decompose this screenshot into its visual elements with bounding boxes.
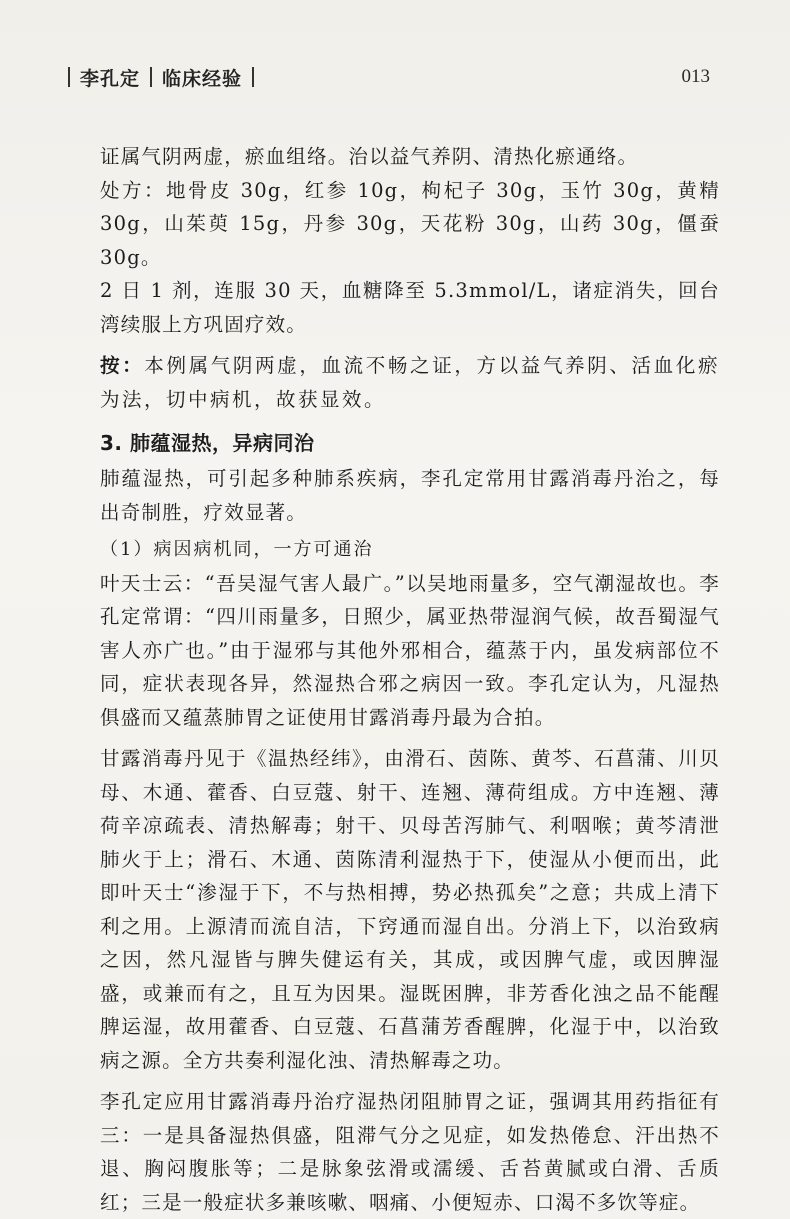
header-divider (68, 67, 70, 87)
subsection-heading: （1）病因病机同，一方可通治 (100, 539, 374, 560)
paragraph-indications: 李孔定应用甘露消毒丹治疗湿热闭阻肺胃之证，强调其用药指征有三：一是具备湿热俱盛，阻滞气分之见症，如发热倦怠、汗出热不退、胸闷腹胀等；二是脉象弦滑或濡缓、舌苔黄腻或白滑、舌质红；三是一般症状多兼咳嗽、咽痛、小便短赤、口渴不多饮等症。 (100, 1090, 720, 1214)
paragraph-diagnosis: 证属气阴两虚，瘀血组络。治以益气养阴、清热化瘀通络。 (100, 145, 639, 168)
paragraph-intro: 肺蕴湿热，可引起多种肺系疾病，李孔定常用甘露消毒丹治之，每出奇制胜，疗效显著。 (100, 467, 720, 524)
header-divider (150, 67, 152, 87)
page-body (100, 140, 720, 1219)
header-title (58, 64, 264, 91)
paragraph-prescription: 处方：地骨皮 30g，红参 10g，枸杞子 30g，玉竹 30g，黄精 30g，山茱萸 15g，丹参 30g，天花粉 30g，山药 30g，僵蚕 30g。 (100, 178, 720, 269)
header-divider (252, 67, 254, 87)
header-author: 李孔定 (80, 67, 141, 90)
note-label: 按： (100, 354, 145, 377)
paragraph-formula: 甘露消毒丹见于《温热经纬》，由滑石、茵陈、黄芩、石菖蒲、川贝母、木通、藿香、白豆蔻、射干、连翘、薄荷组成。方中连翘、薄荷辛凉疏表、清热解毒；射干、贝母苦泻肺气、利咽喉；黄芩清泄肺火于上；滑石、木通、茵陈清利湿热于下，使湿从小便而出，此即叶天士“渗湿于下，不与热相搏，势必热孤矣”之意；共成上清下利之用。上源清而流自洁，下窍通而湿自出。分消上下，以治致病之因，然凡湿皆与脾失健运有关，其成，或因脾气虚，或因脾湿盛，或兼而有之，且互为因果。湿既困脾，非芳香化浊之品不能醒脾运湿，故用藿香、白豆蔻、石菖蒲芳香醒脾，化湿于中，以治致病之源。全方共奏利湿化浊、清热解毒之功。 (100, 747, 720, 1072)
section-heading: 3. 肺蕴湿热，异病同治 (100, 431, 315, 455)
note-text: 本例属气阴两虚，血流不畅之证，方以益气养阴、活血化瘀为法，切中病机，故获显效。 (100, 354, 720, 411)
header-section: 临床经验 (162, 67, 243, 90)
paragraph-outcome: 2 日 1 剂，连服 30 天，血糖降至 5.3mmol/L，诸症消失，回台湾续服上方巩固疗效。 (100, 279, 720, 336)
page-number: 013 (681, 66, 710, 87)
running-header (58, 62, 710, 92)
paragraph-etiology: 叶天士云：“吾吴湿气害人最广。”以吴地雨量多，空气潮湿故也。李孔定常谓：“四川雨量多，日照少，属亚热带湿润气候，故吾蜀湿气害人亦广也。”由于湿邪与其他外邪相合，蕴蒸于内，虽发病部位不同，症状表现各异，然湿热合邪之病因一致。李孔定认为，凡湿热俱盛而又蕴蒸肺胃之证使用甘露消毒丹最为合拍。 (100, 571, 720, 729)
commentary-note (100, 349, 720, 416)
